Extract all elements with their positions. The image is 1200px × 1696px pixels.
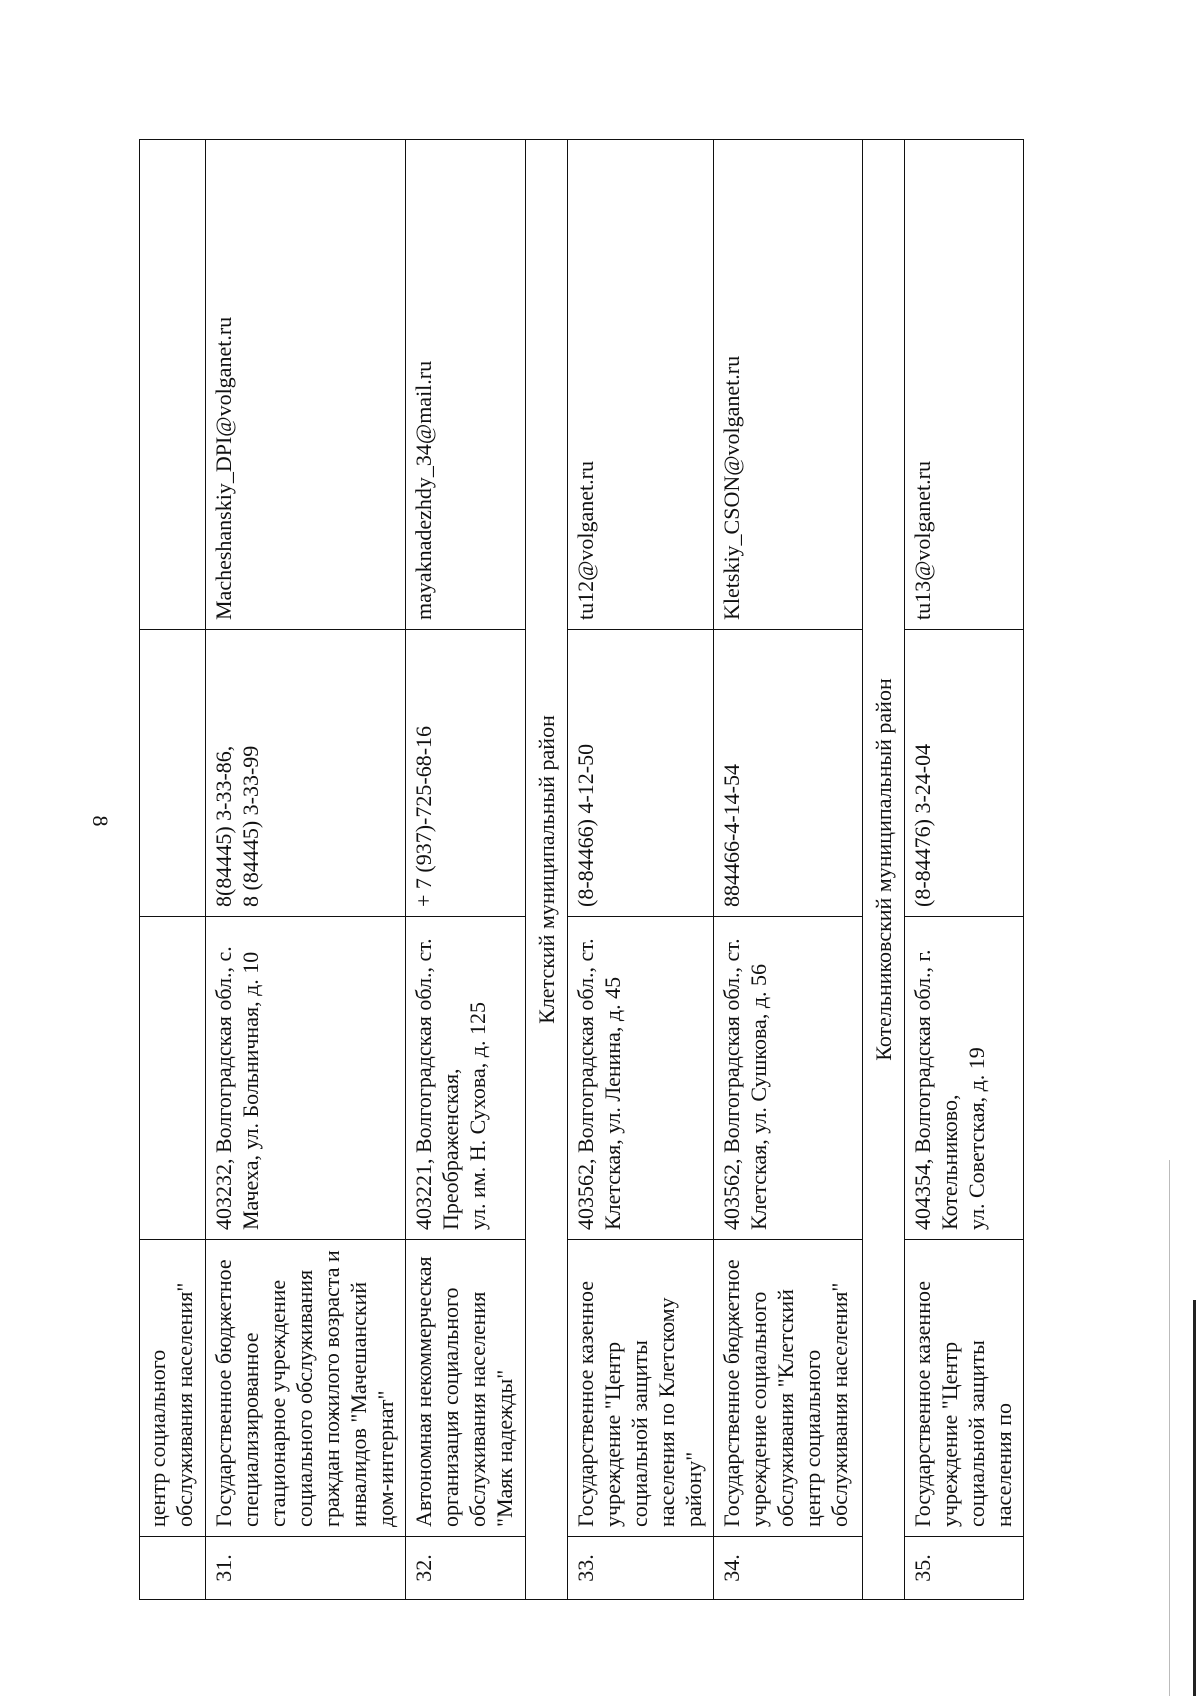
institution-name: Государственное казенное учреждение "Центр социальной защиты населения по Клетскому району": [568, 1240, 714, 1537]
table-row: [206, 140, 406, 1600]
district-row: [526, 140, 568, 1600]
rotated-table-frame: [139, 140, 1200, 1600]
email: tu13@volganet.ru: [905, 140, 1024, 630]
address: 403221, Волгоградская обл., ст. Преображенская, ул. им. Н. Сухова, д. 125: [406, 917, 526, 1240]
email: mayaknadezhdy_34@mail.ru: [406, 140, 526, 630]
address: 403562, Волгоградская обл., ст. Клетская, ул. Сушкова, д. 56: [714, 917, 863, 1240]
table-row: [140, 140, 206, 1600]
phone: 884466-4-14-54: [714, 630, 863, 917]
district-row: [863, 140, 905, 1600]
table-row: [905, 140, 1024, 1600]
email: Kletskiy_CSON@volganet.ru: [714, 140, 863, 630]
district-heading: Клетский муниципальный район: [526, 140, 568, 1600]
address: 403562, Волгоградская обл., ст. Клетская, ул. Ленина, д. 45: [568, 917, 714, 1240]
table-row: [406, 140, 526, 1600]
row-number: 31.: [206, 1537, 406, 1600]
row-number: 34.: [714, 1537, 863, 1600]
email: tu12@volganet.ru: [568, 140, 714, 630]
email: [140, 140, 206, 630]
address: [140, 917, 206, 1240]
table-container: [139, 140, 1200, 1600]
phone: 8(84445) 3-33-86, 8 (84445) 3-33-99: [206, 630, 406, 917]
scan-edge-line-faint: [1169, 1160, 1170, 1696]
district-heading: Котельниковский муниципальный район: [863, 140, 905, 1600]
institution-name: Государственное бюджетное учреждение социального обслуживания "Клетский центр социального обслуживания населения": [714, 1240, 863, 1537]
phone: (8-84466) 4-12-50: [568, 630, 714, 917]
row-number: 35.: [905, 1537, 1024, 1600]
institutions-table: [139, 139, 1024, 1600]
table-row: [714, 140, 863, 1600]
scan-edge-line: [1193, 1300, 1196, 1696]
institution-name: Автономная некоммерческая организация социального обслуживания населения "Маяк надежды": [406, 1240, 526, 1537]
row-number: 33.: [568, 1537, 714, 1600]
page-number: 8: [88, 815, 113, 827]
institution-name: центр социального обслуживания населения": [140, 1240, 206, 1537]
institution-name: Государственное бюджетное специализированное стационарное учреждение социального обслуживания граждан пожилого возраста и инвалидов "Мачешанский дом-интернат": [206, 1240, 406, 1537]
row-number: 32.: [406, 1537, 526, 1600]
phone: [140, 630, 206, 917]
row-number: [140, 1537, 206, 1600]
institution-name: Государственное казенное учреждение "Центр социальной защиты населения по: [905, 1240, 1024, 1537]
phone: (8-84476) 3-24-04: [905, 630, 1024, 917]
table-row: [568, 140, 714, 1600]
address: 404354, Волгоградская обл., г. Котельниково, ул. Советская, д. 19: [905, 917, 1024, 1240]
phone: + 7 (937)-725-68-16: [406, 630, 526, 917]
email: Macheshanskiy_DPI@volganet.ru: [206, 140, 406, 630]
address: 403232, Волгоградская обл., с. Мачеха, ул. Больничная, д. 10: [206, 917, 406, 1240]
